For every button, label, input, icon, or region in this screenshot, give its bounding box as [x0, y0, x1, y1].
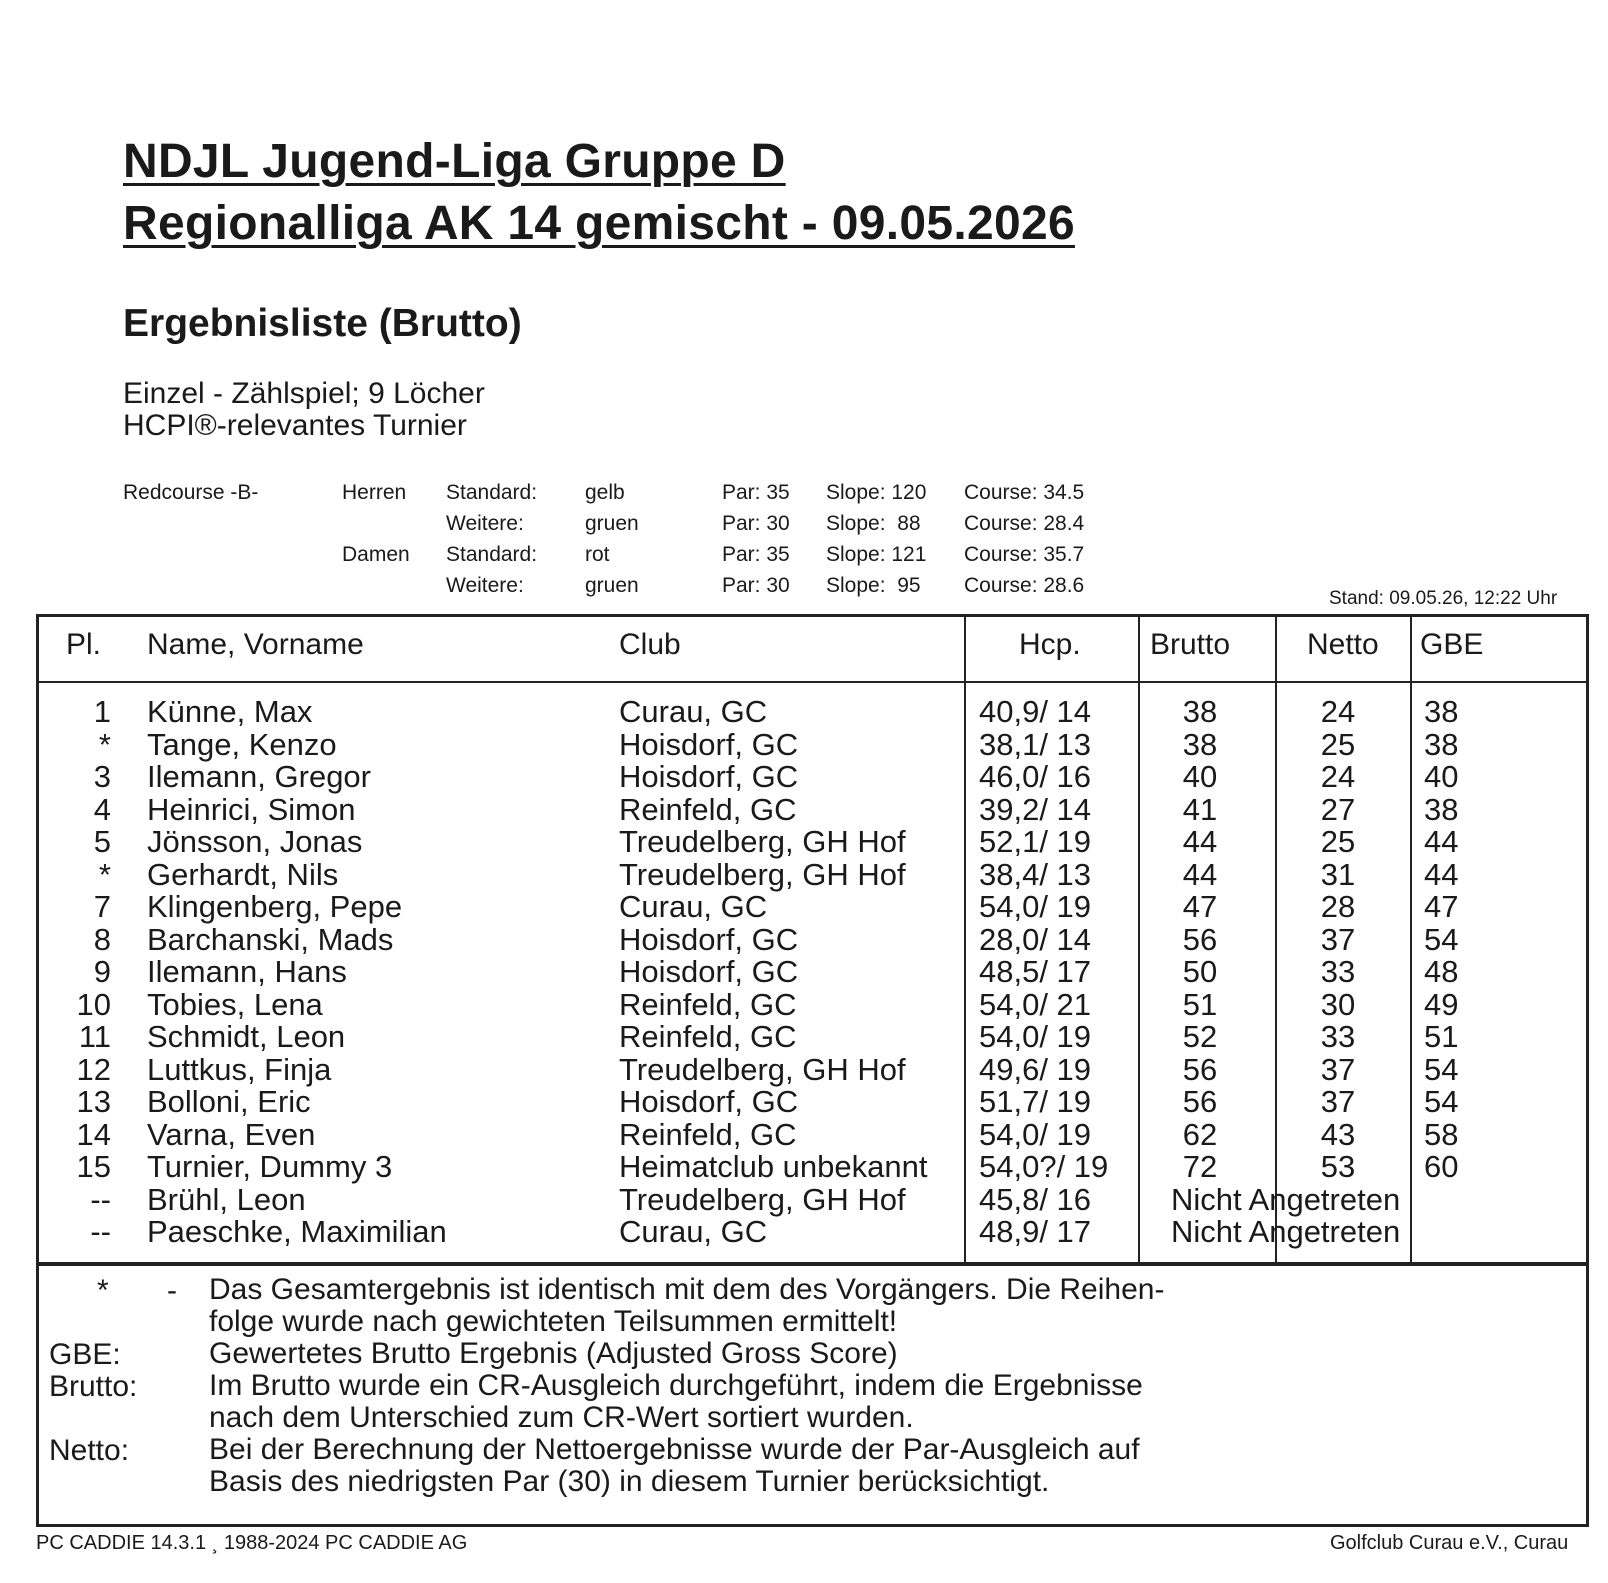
footer-club: Golfclub Curau e.V., Curau	[1330, 1532, 1569, 1554]
cell-netto: 25	[1320, 824, 1356, 859]
cell-place: 11	[78, 1019, 111, 1054]
info-line-2: HCPI®-relevantes Turnier	[123, 409, 467, 442]
col-header-pl: Pl.	[66, 628, 102, 661]
cell-place: 13	[76, 1084, 111, 1119]
title-line-2: Regionalliga AK 14 gemischt - 09.05.2026	[123, 197, 1075, 250]
cell-name: Tange, Kenzo	[147, 726, 337, 762]
cell-club: Curau, GC	[619, 694, 768, 729]
cell-gbe: 47	[1424, 889, 1459, 924]
cell-name: Varna, Even	[147, 1116, 316, 1152]
title-line-1: NDJL Jugend-Liga Gruppe D	[123, 135, 786, 188]
cell-brutto: 40	[1182, 759, 1218, 794]
results-table	[36, 614, 1589, 1265]
cell-brutto: 47	[1182, 889, 1218, 924]
legend-text-line: nach dem Unterschied zum CR-Wert sortiert wurden.	[209, 1401, 914, 1434]
course-tee-color: gruen	[585, 574, 639, 597]
cell-status: Nicht Angetreten	[1171, 1214, 1401, 1249]
cell-place: *	[98, 856, 111, 892]
table-row	[39, 1084, 1586, 1117]
legend-text-line: Gewertetes Brutto Ergebnis (Adjusted Gross Score)	[209, 1337, 898, 1370]
cell-gbe: 58	[1424, 1116, 1459, 1152]
course-tee-color: gruen	[585, 512, 639, 535]
legend-text-line: folge wurde nach gewichteten Teilsummen ermittelt!	[209, 1305, 898, 1338]
course-tee-color: gelb	[585, 481, 625, 504]
cell-place: *	[98, 726, 111, 762]
cell-name: Luttkus, Finja	[147, 1051, 332, 1087]
cell-name: Ilemann, Hans	[147, 954, 347, 989]
cell-netto: 43	[1320, 1116, 1356, 1152]
cell-gbe: 40	[1424, 759, 1459, 794]
cell-name: Turnier, Dummy 3	[147, 1149, 393, 1184]
cell-hcp: 54,0/ 19	[979, 1019, 1092, 1054]
cell-club: Reinfeld, GC	[619, 986, 797, 1022]
cell-club: Hoisdorf, GC	[619, 954, 799, 989]
legend-text	[209, 1274, 1309, 1338]
cell-club: Hoisdorf, GC	[619, 759, 799, 794]
course-rating: Course: 34.5	[964, 481, 1085, 504]
cell-hcp: 54,0?/ 19	[979, 1149, 1109, 1184]
cell-hcp: 28,0/ 14	[979, 921, 1092, 957]
cell-hcp: 38,4/ 13	[979, 856, 1092, 892]
cell-brutto: 50	[1182, 954, 1218, 989]
course-par: Par: 35	[722, 481, 790, 504]
legend-key: *	[97, 1274, 109, 1307]
cell-hcp: 45,8/ 16	[979, 1181, 1092, 1217]
legend-text-line: Basis des niedrigsten Par (30) in diesem Turnier berücksichtigt.	[209, 1465, 1050, 1498]
cell-name: Klingenberg, Pepe	[147, 889, 403, 924]
cell-club: Curau, GC	[619, 889, 768, 924]
cell-hcp: 40,9/ 14	[979, 694, 1092, 729]
cell-hcp: 52,1/ 19	[979, 824, 1092, 859]
cell-brutto: 41	[1182, 791, 1218, 827]
cell-netto: 25	[1320, 726, 1356, 762]
table-row	[39, 1019, 1586, 1052]
cell-gbe: 48	[1424, 954, 1459, 989]
cell-name: Ilemann, Gregor	[147, 759, 371, 794]
cell-hcp: 48,9/ 17	[979, 1214, 1092, 1249]
table-row	[39, 1149, 1586, 1182]
cell-name: Heinrici, Simon	[147, 791, 356, 827]
cell-gbe: 49	[1424, 986, 1459, 1022]
footer-software: PC CADDIE 14.3.1 ¸ 1988-2024 PC CADDIE AG	[36, 1532, 468, 1554]
cell-netto: 33	[1320, 1019, 1356, 1054]
cell-hcp: 54,0/ 19	[979, 1116, 1092, 1152]
cell-club: Heimatclub unbekannt	[619, 1149, 928, 1184]
header-divider	[39, 681, 1586, 683]
table-row	[39, 954, 1586, 987]
course-par: Par: 30	[722, 574, 790, 597]
legend-text	[209, 1370, 1309, 1434]
cell-place: 3	[93, 759, 111, 794]
cell-name: Tobies, Lena	[147, 986, 323, 1022]
cell-brutto: 56	[1182, 1084, 1218, 1119]
col-header-netto: Netto	[1307, 628, 1379, 661]
cell-place: 12	[76, 1051, 111, 1087]
info-line-1: Einzel - Zählspiel; 9 Löcher	[123, 377, 485, 410]
cell-name: Bolloni, Eric	[147, 1084, 311, 1119]
course-tee-type: Weitere:	[446, 512, 524, 535]
cell-hcp: 51,7/ 19	[979, 1084, 1092, 1119]
table-row	[39, 792, 1586, 825]
cell-gbe: 60	[1424, 1149, 1459, 1184]
cell-gbe: 38	[1424, 791, 1459, 827]
cell-gbe: 54	[1424, 921, 1459, 957]
legend-text-line: Bei der Berechnung der Nettoergebnisse wurde der Par-Ausgleich auf	[209, 1433, 1140, 1466]
col-header-club: Club	[619, 628, 681, 661]
cell-name: Paeschke, Maximilian	[147, 1214, 447, 1249]
table-row	[39, 727, 1586, 760]
cell-gbe: 44	[1424, 824, 1459, 859]
cell-club: Treudelberg, GH Hof	[619, 1181, 906, 1217]
cell-club: Treudelberg, GH Hof	[619, 856, 906, 892]
cell-place: 14	[76, 1116, 111, 1152]
cell-hcp: 39,2/ 14	[979, 791, 1092, 827]
table-row	[39, 759, 1586, 792]
cell-brutto: 51	[1182, 986, 1218, 1022]
course-rating: Course: 35.7	[964, 543, 1085, 566]
legend-key: GBE:	[49, 1338, 121, 1371]
legend-key: Netto:	[49, 1434, 130, 1467]
cell-netto: 27	[1320, 791, 1356, 827]
cell-place: --	[90, 1181, 111, 1217]
cell-netto: 28	[1320, 889, 1356, 924]
course-gender: Herren	[342, 481, 407, 504]
course-slope: Slope: 121	[826, 543, 927, 566]
cell-club: Treudelberg, GH Hof	[619, 824, 906, 859]
cell-name: Jönsson, Jonas	[147, 824, 363, 859]
cell-brutto: 44	[1182, 824, 1218, 859]
table-row	[39, 922, 1586, 955]
legend-text-line: Das Gesamtergebnis ist identisch mit dem des Vorgängers. Die Reihen-	[209, 1273, 1165, 1306]
cell-club: Reinfeld, GC	[619, 1019, 797, 1054]
cell-club: Hoisdorf, GC	[619, 1084, 799, 1119]
cell-brutto: 72	[1182, 1149, 1218, 1184]
table-row	[39, 824, 1586, 857]
cell-place: 4	[93, 791, 111, 827]
cell-club: Hoisdorf, GC	[619, 921, 799, 957]
cell-status: Nicht Angetreten	[1171, 1181, 1401, 1217]
cell-name: Barchanski, Mads	[147, 921, 394, 957]
cell-club: Hoisdorf, GC	[619, 726, 799, 762]
course-tee-type: Standard:	[446, 481, 538, 504]
cell-gbe: 44	[1424, 856, 1459, 892]
cell-hcp: 54,0/ 21	[979, 986, 1092, 1022]
cell-name: Künne, Max	[147, 694, 313, 729]
cell-club: Reinfeld, GC	[619, 1116, 797, 1152]
cell-club: Reinfeld, GC	[619, 791, 797, 827]
course-rating: Course: 28.6	[964, 574, 1085, 597]
cell-hcp: 48,5/ 17	[979, 954, 1092, 989]
course-name: Redcourse -B-	[123, 481, 259, 504]
cell-brutto: 52	[1182, 1019, 1218, 1054]
cell-brutto: 38	[1182, 726, 1218, 762]
course-tee-type: Standard:	[446, 543, 538, 566]
cell-hcp: 38,1/ 13	[979, 726, 1092, 762]
cell-place: 5	[93, 824, 111, 859]
cell-place: 1	[93, 694, 111, 729]
course-slope: Slope: 95	[826, 574, 921, 597]
cell-name: Brühl, Leon	[147, 1181, 306, 1217]
cell-brutto: 44	[1182, 856, 1218, 892]
cell-brutto: 62	[1182, 1116, 1218, 1152]
col-header-name: Name, Vorname	[147, 628, 364, 661]
cell-name: Gerhardt, Nils	[147, 856, 339, 892]
cell-name: Schmidt, Leon	[147, 1019, 346, 1054]
table-row	[39, 1182, 1586, 1215]
table-row	[39, 1117, 1586, 1150]
course-par: Par: 35	[722, 543, 790, 566]
cell-netto: 37	[1320, 921, 1356, 957]
stand-timestamp: Stand: 09.05.26, 12:22 Uhr	[1329, 588, 1558, 609]
course-par: Par: 30	[722, 512, 790, 535]
course-rating: Course: 28.4	[964, 512, 1085, 535]
cell-netto: 24	[1320, 759, 1356, 794]
cell-netto: 30	[1320, 986, 1356, 1022]
cell-gbe: 51	[1424, 1019, 1459, 1054]
course-slope: Slope: 120	[826, 481, 927, 504]
legend-text	[209, 1338, 1309, 1370]
cell-place: 9	[93, 954, 111, 989]
col-header-gbe: GBE	[1420, 628, 1484, 661]
cell-club: Curau, GC	[619, 1214, 768, 1249]
cell-hcp: 46,0/ 16	[979, 759, 1092, 794]
cell-gbe: 38	[1424, 726, 1459, 762]
cell-brutto: 56	[1182, 1051, 1218, 1087]
cell-netto: 37	[1320, 1084, 1356, 1119]
table-row	[39, 1214, 1586, 1247]
cell-gbe: 38	[1424, 694, 1459, 729]
cell-place: 10	[76, 986, 111, 1022]
cell-gbe: 54	[1424, 1084, 1459, 1119]
table-row	[39, 889, 1586, 922]
cell-gbe: 54	[1424, 1051, 1459, 1087]
cell-netto: 37	[1320, 1051, 1356, 1087]
legend-text	[209, 1434, 1309, 1498]
table-row	[39, 987, 1586, 1020]
cell-hcp: 54,0/ 19	[979, 889, 1092, 924]
cell-place: 8	[93, 921, 111, 957]
cell-hcp: 49,6/ 19	[979, 1051, 1092, 1087]
course-slope: Slope: 88	[826, 512, 921, 535]
legend-key: Brutto:	[49, 1370, 138, 1403]
cell-club: Treudelberg, GH Hof	[619, 1051, 906, 1087]
cell-netto: 53	[1320, 1149, 1356, 1184]
cell-brutto: 56	[1182, 921, 1218, 957]
cell-place: --	[90, 1214, 111, 1249]
subtitle: Ergebnisliste (Brutto)	[123, 302, 522, 345]
course-gender: Damen	[342, 543, 410, 566]
col-header-hcp: Hcp.	[1019, 628, 1081, 661]
cell-netto: 33	[1320, 954, 1356, 989]
table-row	[39, 1052, 1586, 1085]
cell-place: 15	[76, 1149, 111, 1184]
cell-place: 7	[93, 889, 111, 924]
course-tee-type: Weitere:	[446, 574, 524, 597]
table-row	[39, 694, 1586, 727]
col-header-brutto: Brutto	[1150, 628, 1231, 661]
legend-dash: -	[167, 1274, 177, 1307]
cell-netto: 31	[1320, 856, 1356, 892]
legend-text-line: Im Brutto wurde ein CR-Ausgleich durchgeführt, indem die Ergebnisse	[209, 1369, 1143, 1402]
cell-netto: 24	[1320, 694, 1356, 729]
legend-box	[36, 1263, 1589, 1527]
table-row	[39, 857, 1586, 890]
cell-brutto: 38	[1182, 694, 1218, 729]
course-tee-color: rot	[585, 543, 610, 566]
